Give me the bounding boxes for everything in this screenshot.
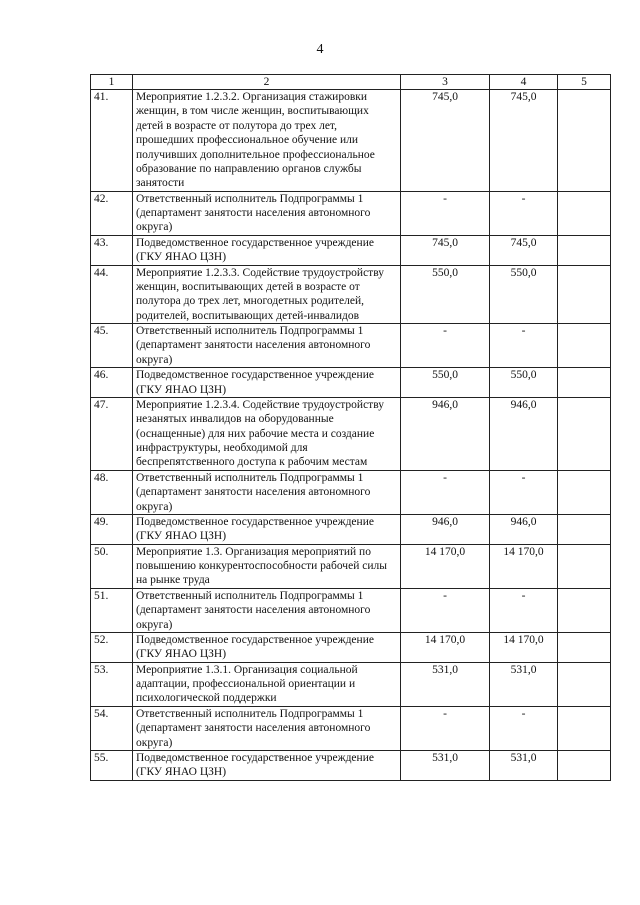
column-5-value-cell xyxy=(558,324,611,368)
row-description-cell: Мероприятие 1.2.3.2. Организация стажировки женщин, в том числе женщин, воспитывающих детей в возрасте от полутора до трех лет, прошедших профессиональное обучение или получивших дополнительное профессиональное образование по направлению органов службы занятости xyxy=(133,90,401,192)
column-4-value-cell: 531,0 xyxy=(490,750,558,780)
column-header: 3 xyxy=(401,75,490,90)
column-3-value-cell: 550,0 xyxy=(401,368,490,398)
row-description-cell: Мероприятие 1.3. Организация мероприятий по повышению конкурентоспособности рабочей силы на рынке труда xyxy=(133,544,401,588)
column-4-value-cell: 14 170,0 xyxy=(490,544,558,588)
column-4-value-cell: 946,0 xyxy=(490,514,558,544)
column-5-value-cell xyxy=(558,368,611,398)
table-row xyxy=(91,191,611,235)
row-description-cell: Подведомственное государственное учреждение (ГКУ ЯНАО ЦЗН) xyxy=(133,235,401,265)
column-4-value-cell: 745,0 xyxy=(490,235,558,265)
column-5-value-cell xyxy=(558,632,611,662)
row-description-cell: Ответственный исполнитель Подпрограммы 1 (департамент занятости населения автономного округа) xyxy=(133,191,401,235)
column-5-value-cell xyxy=(558,514,611,544)
column-3-value-cell: - xyxy=(401,706,490,750)
row-number-cell: 45. xyxy=(91,324,133,368)
column-4-value-cell: 14 170,0 xyxy=(490,632,558,662)
row-description-cell: Подведомственное государственное учреждение (ГКУ ЯНАО ЦЗН) xyxy=(133,632,401,662)
column-5-value-cell xyxy=(558,235,611,265)
row-description-cell: Мероприятие 1.3.1. Организация социальной адаптации, профессиональной ориентации и психологической поддержки xyxy=(133,662,401,706)
row-number-cell: 51. xyxy=(91,588,133,632)
column-header: 2 xyxy=(133,75,401,90)
row-description-cell: Подведомственное государственное учреждение (ГКУ ЯНАО ЦЗН) xyxy=(133,368,401,398)
column-5-value-cell xyxy=(558,265,611,324)
column-3-value-cell: 531,0 xyxy=(401,662,490,706)
table-row xyxy=(91,588,611,632)
page-number: 4 xyxy=(316,42,324,57)
column-4-value-cell: 531,0 xyxy=(490,662,558,706)
column-4-value-cell: - xyxy=(490,588,558,632)
table-row xyxy=(91,265,611,324)
row-number-cell: 47. xyxy=(91,397,133,470)
column-3-value-cell: 550,0 xyxy=(401,265,490,324)
table-row xyxy=(91,235,611,265)
column-4-value-cell: - xyxy=(490,324,558,368)
row-number-cell: 43. xyxy=(91,235,133,265)
row-description-cell: Подведомственное государственное учреждение (ГКУ ЯНАО ЦЗН) xyxy=(133,514,401,544)
row-description-cell: Мероприятие 1.2.3.4. Содействие трудоустройству незанятых инвалидов на оборудованные (оснащенные) для них рабочие места и создание инфраструктуры, необходимой для беспрепятственного доступа к рабочим местам xyxy=(133,397,401,470)
row-number-cell: 48. xyxy=(91,470,133,514)
table-row xyxy=(91,544,611,588)
column-3-value-cell: 531,0 xyxy=(401,750,490,780)
row-description-cell: Ответственный исполнитель Подпрограммы 1 (департамент занятости населения автономного округа) xyxy=(133,588,401,632)
row-number-cell: 54. xyxy=(91,706,133,750)
column-5-value-cell xyxy=(558,90,611,192)
table-row xyxy=(91,470,611,514)
row-number-cell: 46. xyxy=(91,368,133,398)
column-3-value-cell: - xyxy=(401,191,490,235)
table-row xyxy=(91,397,611,470)
column-3-value-cell: 14 170,0 xyxy=(401,544,490,588)
row-number-cell: 41. xyxy=(91,90,133,192)
table-row xyxy=(91,632,611,662)
column-3-value-cell: - xyxy=(401,588,490,632)
row-number-cell: 52. xyxy=(91,632,133,662)
row-description-cell: Подведомственное государственное учреждение (ГКУ ЯНАО ЦЗН) xyxy=(133,750,401,780)
column-5-value-cell xyxy=(558,191,611,235)
column-4-value-cell: 550,0 xyxy=(490,368,558,398)
column-5-value-cell xyxy=(558,706,611,750)
column-4-value-cell: - xyxy=(490,191,558,235)
column-4-value-cell: 946,0 xyxy=(490,397,558,470)
column-3-value-cell: 745,0 xyxy=(401,235,490,265)
table-row xyxy=(91,324,611,368)
row-description-cell: Ответственный исполнитель Подпрограммы 1 (департамент занятости населения автономного округа) xyxy=(133,324,401,368)
row-number-cell: 53. xyxy=(91,662,133,706)
column-5-value-cell xyxy=(558,544,611,588)
column-3-value-cell: 745,0 xyxy=(401,90,490,192)
column-5-value-cell xyxy=(558,588,611,632)
table-header-row xyxy=(91,75,611,90)
column-3-value-cell: 946,0 xyxy=(401,397,490,470)
column-3-value-cell: 946,0 xyxy=(401,514,490,544)
column-3-value-cell: - xyxy=(401,470,490,514)
table-row xyxy=(91,368,611,398)
column-5-value-cell xyxy=(558,662,611,706)
row-description-cell: Ответственный исполнитель Подпрограммы 1 (департамент занятости населения автономного округа) xyxy=(133,470,401,514)
row-number-cell: 44. xyxy=(91,265,133,324)
row-description-cell: Ответственный исполнитель Подпрограммы 1 (департамент занятости населения автономного округа) xyxy=(133,706,401,750)
table-row xyxy=(91,750,611,780)
row-number-cell: 55. xyxy=(91,750,133,780)
table-row xyxy=(91,514,611,544)
column-header: 1 xyxy=(91,75,133,90)
column-header: 4 xyxy=(490,75,558,90)
row-number-cell: 49. xyxy=(91,514,133,544)
column-5-value-cell xyxy=(558,397,611,470)
table-row xyxy=(91,90,611,192)
row-description-cell: Мероприятие 1.2.3.3. Содействие трудоустройству женщин, воспитывающих детей в возрасте от полутора до трех лет, многодетных родителей, родителей, воспитывающих детей-инвалидов xyxy=(133,265,401,324)
column-4-value-cell: - xyxy=(490,470,558,514)
table-row xyxy=(91,706,611,750)
column-4-value-cell: 745,0 xyxy=(490,90,558,192)
column-5-value-cell xyxy=(558,470,611,514)
row-number-cell: 50. xyxy=(91,544,133,588)
row-number-cell: 42. xyxy=(91,191,133,235)
column-header: 5 xyxy=(558,75,611,90)
column-4-value-cell: 550,0 xyxy=(490,265,558,324)
column-5-value-cell xyxy=(558,750,611,780)
table-row xyxy=(91,662,611,706)
column-4-value-cell: - xyxy=(490,706,558,750)
column-3-value-cell: - xyxy=(401,324,490,368)
program-activities-table xyxy=(90,74,611,781)
column-3-value-cell: 14 170,0 xyxy=(401,632,490,662)
